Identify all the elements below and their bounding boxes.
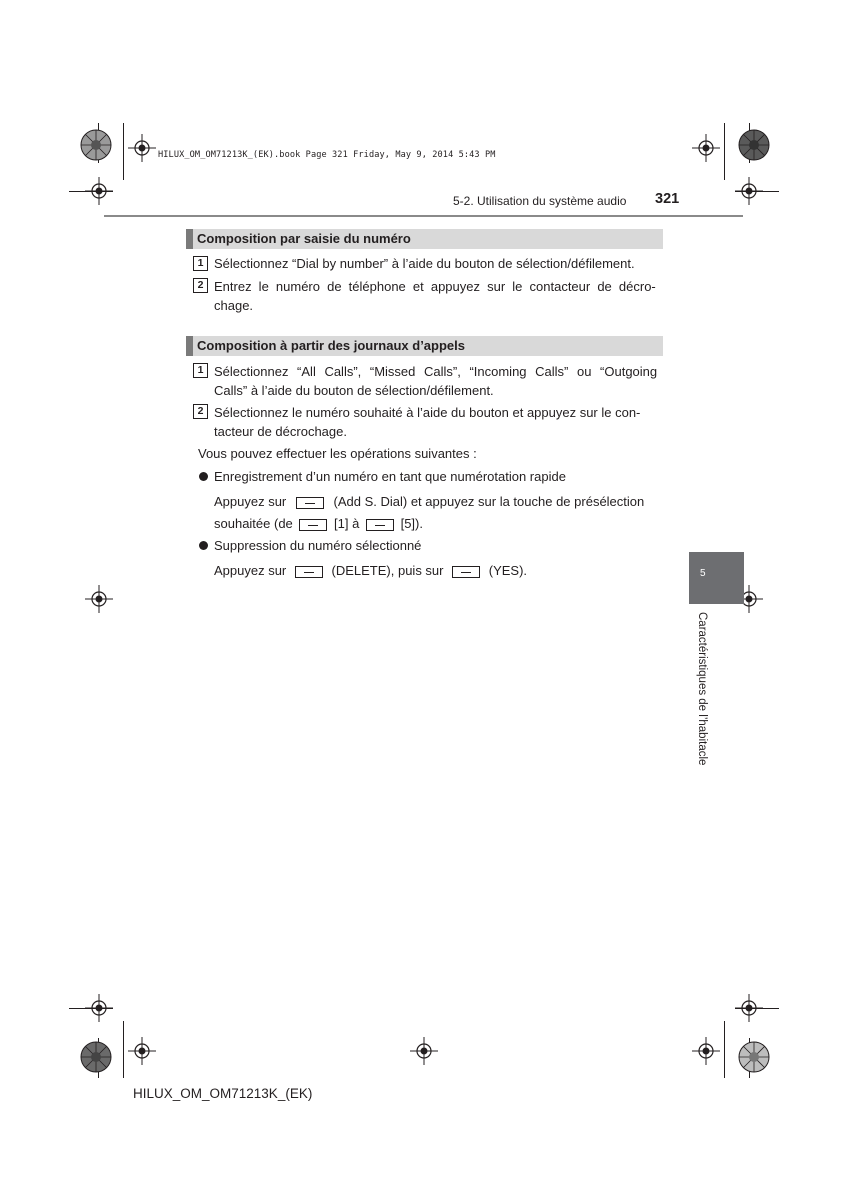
step-text: Entrez le numéro de téléphone et appuyez sur le contacteur de décro- (214, 279, 656, 294)
instruction-text: Appuyez sur (214, 563, 287, 578)
step-text: Sélectionnez “Dial by number” à l’aide du bouton de sélection/défilement. (214, 256, 635, 271)
instruction-text: (YES). (488, 563, 528, 578)
step-number-box: 2 (193, 278, 208, 293)
section-heading-bar (186, 336, 663, 356)
crop-line (123, 123, 124, 180)
instruction-text: (Add S. Dial) et appuyez sur la touche de présélection (333, 494, 645, 509)
instruction-text: (DELETE), puis sur (331, 563, 444, 578)
button-key-icon (366, 519, 394, 531)
bullet-title: Suppression du numéro sélectionné (214, 538, 422, 553)
chapter-title-vertical: Caractéristiques de l’habitacle (696, 612, 708, 766)
registration-mark-icon (128, 134, 156, 162)
instruction-line (214, 514, 423, 533)
step-number-box: 2 (193, 404, 208, 419)
running-header-title: 5-2. Utilisation du système audio (453, 194, 627, 208)
registration-mark-icon (85, 177, 113, 205)
registration-mark-icon (735, 177, 763, 205)
registration-mark-icon (128, 1037, 156, 1065)
section-title: Composition à partir des journaux d’appels (197, 338, 465, 353)
color-rosette-icon (738, 129, 770, 161)
color-rosette-icon (80, 129, 112, 161)
button-key-icon (452, 566, 480, 578)
instruction-text: [1] à (334, 516, 360, 531)
crop-line (724, 1021, 725, 1078)
instruction-text: [5]). (400, 516, 423, 531)
bullet-icon (199, 472, 208, 481)
step-text: chage. (214, 298, 254, 313)
registration-mark-icon (85, 994, 113, 1022)
step-text: Sélectionnez le numéro souhaité à l’aide du bouton et appuyez sur le con- (214, 405, 641, 420)
step-text: tacteur de décrochage. (214, 424, 347, 439)
instruction-text: Appuyez sur (214, 494, 287, 509)
crop-line (123, 1021, 124, 1078)
step-number-box: 1 (193, 363, 208, 378)
chapter-number: 5 (700, 568, 706, 579)
button-key-icon (296, 497, 324, 509)
instruction-line (214, 492, 644, 511)
section-heading-bar (186, 229, 663, 249)
section-title: Composition par saisie du numéro (197, 231, 411, 246)
registration-mark-icon (692, 1037, 720, 1065)
page-number: 321 (655, 191, 680, 207)
registration-mark-icon (735, 994, 763, 1022)
intro-text: Vous pouvez effectuer les opérations suivantes : (198, 446, 477, 461)
registration-mark-icon (692, 134, 720, 162)
chapter-tab (689, 552, 744, 604)
step-number-box: 1 (193, 256, 208, 271)
header-rule (104, 215, 743, 217)
instruction-line (214, 561, 527, 580)
step-text: Calls” à l’aide du bouton de sélection/défilement. (214, 383, 494, 398)
bullet-icon (199, 541, 208, 550)
color-rosette-icon (80, 1041, 112, 1073)
color-rosette-icon (738, 1041, 770, 1073)
crop-line (724, 123, 725, 180)
bullet-title: Enregistrement d’un numéro en tant que numérotation rapide (214, 469, 566, 484)
button-key-icon (295, 566, 323, 578)
registration-mark-icon (410, 1037, 438, 1065)
step-text: Sélectionnez “All Calls”, “Missed Calls”, “Incoming Calls” ou “Outgoing (214, 364, 658, 379)
book-info-line: HILUX_OM_OM71213K_(EK).book Page 321 Friday, May 9, 2014 5:43 PM (158, 150, 496, 160)
instruction-text: souhaitée (de (214, 516, 293, 531)
footer-code: HILUX_OM_OM71213K_(EK) (133, 1086, 313, 1101)
button-key-icon (299, 519, 327, 531)
registration-mark-icon (85, 585, 113, 613)
